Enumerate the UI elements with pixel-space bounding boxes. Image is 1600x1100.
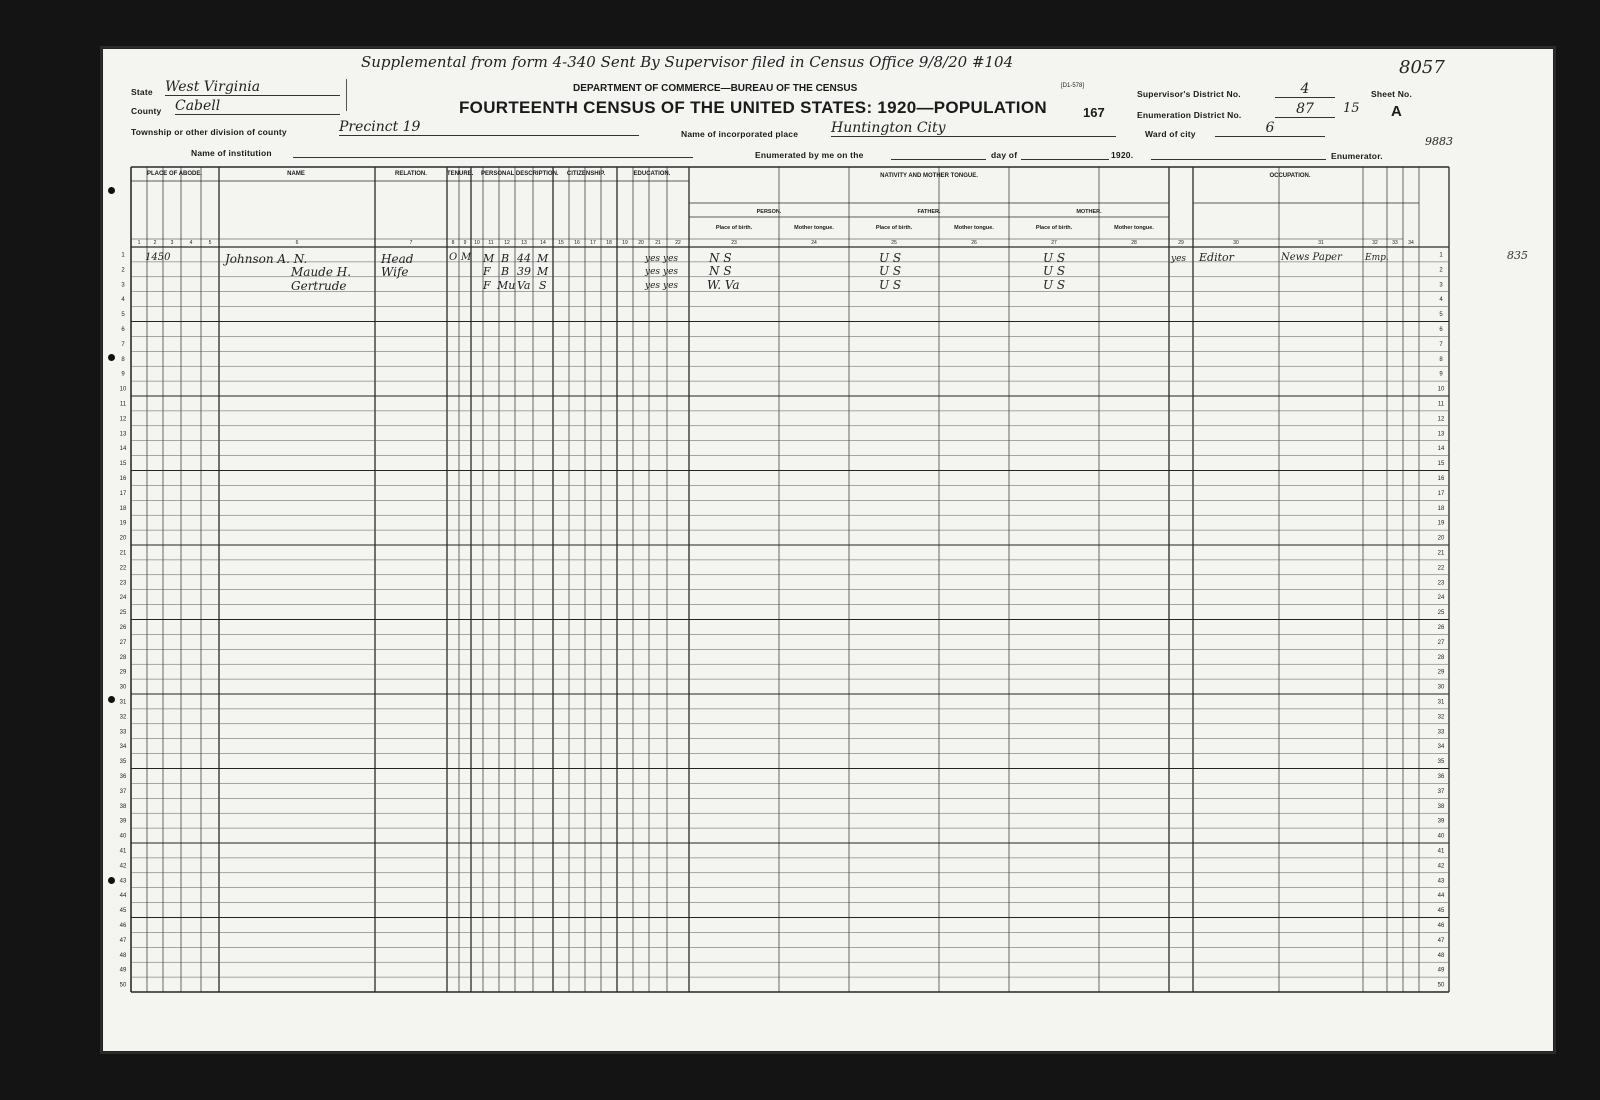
person-birth-label: Place of birth. (715, 225, 753, 231)
row2-birth: N S (709, 264, 732, 278)
column-number: 32 (1372, 240, 1378, 246)
row1-marital: M (537, 252, 549, 265)
county-value: Cabell (175, 98, 340, 115)
row-number: 29 (1437, 669, 1445, 676)
row-number: 50 (1437, 982, 1445, 989)
row-number: 9 (121, 371, 125, 378)
row-number: 27 (1437, 639, 1445, 646)
sheet-value: 15 (1343, 101, 1360, 116)
row-number: 46 (119, 922, 127, 929)
row-number: 15 (1437, 461, 1445, 468)
column-number: 34 (1408, 240, 1414, 246)
day-label: day of (991, 150, 1018, 160)
row-number: 12 (1437, 416, 1445, 423)
row2-age: 39 (517, 265, 531, 278)
sheet-side: A (1391, 103, 1402, 120)
column-number: 23 (731, 240, 737, 246)
group-education: EDUCATION. (633, 171, 671, 177)
row2-write: yes (663, 267, 679, 277)
column-number: 14 (540, 240, 546, 246)
column-number: 5 (208, 240, 212, 246)
row-number: 41 (1437, 848, 1445, 855)
row1-occupation: Editor (1199, 251, 1234, 264)
township-label: Township or other division of county (131, 127, 287, 137)
row1-relation: Head (381, 252, 414, 266)
row-number: 20 (1437, 535, 1445, 542)
row1-mother: U S (1043, 251, 1066, 265)
row-number: 46 (1437, 922, 1445, 929)
row-number: 39 (1437, 818, 1445, 825)
group-abode: PLACE OF ABODE. (146, 171, 203, 177)
row-number: 29 (119, 669, 127, 676)
row-number: 8 (1439, 356, 1443, 363)
row-number: 23 (1437, 580, 1445, 587)
row2-marital: M (537, 265, 549, 278)
row-number: 35 (119, 759, 127, 766)
column-number: 9 (463, 240, 467, 246)
row-number: 35 (1437, 759, 1445, 766)
row-number: 40 (1437, 833, 1445, 840)
township-value: Precinct 19 (339, 119, 639, 136)
state-value: West Virginia (165, 79, 340, 96)
group-nativity: NATIVITY AND MOTHER TONGUE. (880, 173, 978, 179)
ward-value: 6 (1215, 120, 1325, 137)
page-number: 167 (1083, 105, 1105, 120)
enum-district-value: 87 (1275, 101, 1335, 118)
census-grid (103, 49, 1553, 1051)
row1-sex: M (483, 252, 495, 265)
row-number: 7 (121, 341, 125, 348)
row-number: 38 (119, 803, 127, 810)
row-number: 31 (119, 699, 127, 706)
row-number: 30 (119, 684, 127, 691)
column-number: 30 (1233, 240, 1239, 246)
row-number: 31 (1437, 699, 1445, 706)
row3-father: U S (879, 278, 902, 292)
row3-birth: W. Va (707, 278, 740, 292)
row1-tenure: O (449, 252, 458, 263)
punch-hole (108, 187, 115, 194)
row-number: 43 (119, 878, 127, 885)
column-number: 12 (504, 240, 510, 246)
sub-person: PERSON. (756, 209, 782, 215)
row-number: 17 (1437, 490, 1445, 497)
row2-sex: F (483, 265, 491, 278)
row1-industry: News Paper (1281, 252, 1342, 263)
column-number: 25 (891, 240, 897, 246)
column-number: 24 (811, 240, 817, 246)
row-number: 19 (1437, 520, 1445, 527)
row1-name: Johnson A. N. (225, 252, 308, 266)
row-number: 20 (119, 535, 127, 542)
column-number: 13 (521, 240, 527, 246)
row3-mother: U S (1043, 278, 1066, 292)
department-line: DEPARTMENT OF COMMERCE—BUREAU OF THE CENSUS (573, 83, 858, 94)
row-number: 6 (121, 326, 125, 333)
column-number: 7 (409, 240, 413, 246)
group-personal: PERSONAL DESCRIPTION. (481, 171, 559, 177)
row-number: 7 (1439, 341, 1443, 348)
row-number: 36 (1437, 773, 1445, 780)
row2-name: Maude H. (291, 265, 352, 279)
row-number: 21 (119, 550, 127, 557)
row-number: 49 (1437, 967, 1445, 974)
row-number: 32 (119, 714, 127, 721)
row-number: 4 (121, 297, 125, 304)
group-citizenship: CITIZENSHIP. (566, 171, 606, 177)
row-number: 42 (1437, 863, 1445, 870)
row-number: 19 (119, 520, 127, 527)
place-value: Huntington City (831, 120, 1116, 137)
row-number: 22 (119, 565, 127, 572)
column-number: 27 (1051, 240, 1057, 246)
group-occupation: OCCUPATION. (1269, 173, 1311, 179)
row1-english: yes (1171, 254, 1187, 264)
column-number: 4 (189, 240, 193, 246)
census-sheet (102, 48, 1554, 1052)
mother-birth-label: Place of birth. (1035, 225, 1073, 231)
column-number: 17 (590, 240, 596, 246)
column-number: 33 (1392, 240, 1398, 246)
row1-birth: N S (709, 251, 732, 265)
row-number: 18 (119, 505, 127, 512)
row1-house: 1450 (145, 252, 171, 263)
row-number: 49 (119, 967, 127, 974)
row-number: 33 (119, 729, 127, 736)
row3-read: yes (645, 281, 661, 291)
row-number: 45 (1437, 908, 1445, 915)
row-number: 33 (1437, 729, 1445, 736)
column-number: 18 (606, 240, 612, 246)
row2-read: yes (645, 267, 661, 277)
supervisor-value: 4 (1275, 81, 1335, 98)
column-number: 26 (971, 240, 977, 246)
row-number: 8 (121, 356, 125, 363)
row-number: 14 (119, 446, 127, 453)
row3-age: Va (517, 279, 531, 292)
enum-district-label: Enumeration District No. (1137, 110, 1242, 120)
row-number: 16 (1437, 475, 1445, 482)
row-number: 23 (119, 580, 127, 587)
side-number: 835 (1507, 249, 1528, 262)
row-number: 5 (121, 312, 125, 319)
row3-name: Gertrude (291, 279, 347, 293)
row3-sex: F (483, 279, 491, 292)
column-number: 31 (1318, 240, 1324, 246)
row-number: 25 (1437, 610, 1445, 617)
row-number: 48 (119, 952, 127, 959)
row-number: 50 (119, 982, 127, 989)
row-number: 11 (1437, 401, 1445, 408)
corner-number: 8057 (1399, 57, 1445, 78)
row-number: 24 (1437, 595, 1445, 602)
row1-class: Emp. (1365, 253, 1389, 263)
year-label: 1920. (1111, 150, 1134, 160)
punch-hole (108, 354, 115, 361)
ward-label: Ward of city (1145, 129, 1196, 139)
mother-tongue-label: Mother tongue. (1114, 225, 1154, 231)
row1-write: yes (663, 254, 679, 264)
row-number: 12 (119, 416, 127, 423)
row-number: 3 (1439, 282, 1443, 289)
column-number: 3 (170, 240, 174, 246)
row2-relation: Wife (381, 265, 409, 279)
place-label: Name of incorporated place (681, 129, 799, 139)
row-number: 24 (119, 595, 127, 602)
row-number: 38 (1437, 803, 1445, 810)
row-number: 43 (1437, 878, 1445, 885)
column-number: 2 (153, 240, 157, 246)
row-number: 40 (119, 833, 127, 840)
column-number: 8 (451, 240, 455, 246)
punch-hole (108, 696, 115, 703)
group-tenure: TENURE. (447, 171, 474, 177)
person-tongue-label: Mother tongue. (794, 225, 834, 231)
group-relation: RELATION. (395, 171, 427, 177)
top-note: Supplemental from form 4-340 Sent By Supervisor filed in Census Office 9/8/20 #104 (361, 53, 1014, 71)
row-number: 34 (1437, 744, 1445, 751)
row-number: 42 (119, 863, 127, 870)
row-number: 26 (1437, 624, 1445, 631)
column-number: 11 (488, 240, 494, 246)
row-number: 11 (119, 401, 127, 408)
row-number: 6 (1439, 326, 1443, 333)
row-number: 18 (1437, 505, 1445, 512)
column-number: 10 (474, 240, 480, 246)
row2-race: B (501, 265, 510, 278)
row-number: 48 (1437, 952, 1445, 959)
row-number: 28 (1437, 654, 1445, 661)
row1-age: 44 (517, 252, 531, 265)
ed-code: 9883 (1425, 135, 1453, 148)
row3-race: Mu (497, 279, 516, 292)
row-number: 39 (119, 818, 127, 825)
column-number: 20 (638, 240, 644, 246)
row-number: 17 (119, 490, 127, 497)
row-number: 5 (1439, 312, 1443, 319)
row-number: 34 (119, 744, 127, 751)
row-number: 25 (119, 610, 127, 617)
row-number: 44 (1437, 893, 1445, 900)
column-number: 29 (1178, 240, 1184, 246)
row-number: 2 (1439, 267, 1443, 274)
row-number: 13 (1437, 431, 1445, 438)
column-number: 19 (622, 240, 628, 246)
row-number: 32 (1437, 714, 1445, 721)
column-number: 1 (137, 240, 141, 246)
father-birth-label: Place of birth. (875, 225, 913, 231)
row-number: 44 (119, 893, 127, 900)
row1-read: yes (645, 254, 661, 264)
column-number: 22 (675, 240, 681, 246)
row-number: 1 (1439, 252, 1443, 259)
row2-mother: U S (1043, 264, 1066, 278)
punch-hole (108, 877, 115, 884)
row-number: 4 (1439, 297, 1443, 304)
supervisor-label: Supervisor's District No. (1137, 89, 1241, 99)
enumerated-label: Enumerated by me on the (755, 150, 864, 160)
row-number: 30 (1437, 684, 1445, 691)
column-number: 15 (558, 240, 564, 246)
row-number: 36 (119, 773, 127, 780)
row-number: 13 (119, 431, 127, 438)
sheet-label: Sheet No. (1371, 89, 1413, 99)
row-number: 26 (119, 624, 127, 631)
column-number: 28 (1131, 240, 1137, 246)
state-label: State (131, 87, 153, 97)
row-number: 45 (119, 908, 127, 915)
row-number: 10 (1437, 386, 1445, 393)
row-number: 37 (1437, 788, 1445, 795)
row-number: 9 (1439, 371, 1443, 378)
row-number: 1 (121, 252, 125, 259)
census-title: FOURTEENTH CENSUS OF THE UNITED STATES: 1920—POPULATION (459, 98, 1047, 117)
county-label: County (131, 106, 162, 116)
row-number: 21 (1437, 550, 1445, 557)
row1-race: B (501, 252, 510, 265)
row-number: 2 (121, 267, 125, 274)
sub-mother: MOTHER. (1076, 209, 1102, 215)
group-name: NAME (287, 171, 305, 177)
row-number: 10 (119, 386, 127, 393)
column-number: 16 (574, 240, 580, 246)
form-code: [D1-578] (1061, 83, 1085, 89)
row3-write: yes (663, 281, 679, 291)
row-number: 28 (119, 654, 127, 661)
row-number: 41 (119, 848, 127, 855)
sub-father: FATHER. (917, 209, 941, 215)
row-number: 14 (1437, 446, 1445, 453)
row-number: 22 (1437, 565, 1445, 572)
row-number: 3 (121, 282, 125, 289)
enumerator-label: Enumerator. (1331, 151, 1383, 161)
column-number: 21 (655, 240, 661, 246)
row1-mortgage: M (461, 252, 472, 263)
column-number: 6 (295, 240, 299, 246)
row-number: 27 (119, 639, 127, 646)
row-number: 16 (119, 475, 127, 482)
row-number: 37 (119, 788, 127, 795)
row1-father: U S (879, 251, 902, 265)
row2-father: U S (879, 264, 902, 278)
row-number: 47 (1437, 937, 1445, 944)
father-tongue-label: Mother tongue. (954, 225, 994, 231)
row3-marital: S (539, 279, 547, 292)
row-number: 47 (119, 937, 127, 944)
row-number: 15 (119, 461, 127, 468)
institution-label: Name of institution (191, 148, 272, 158)
